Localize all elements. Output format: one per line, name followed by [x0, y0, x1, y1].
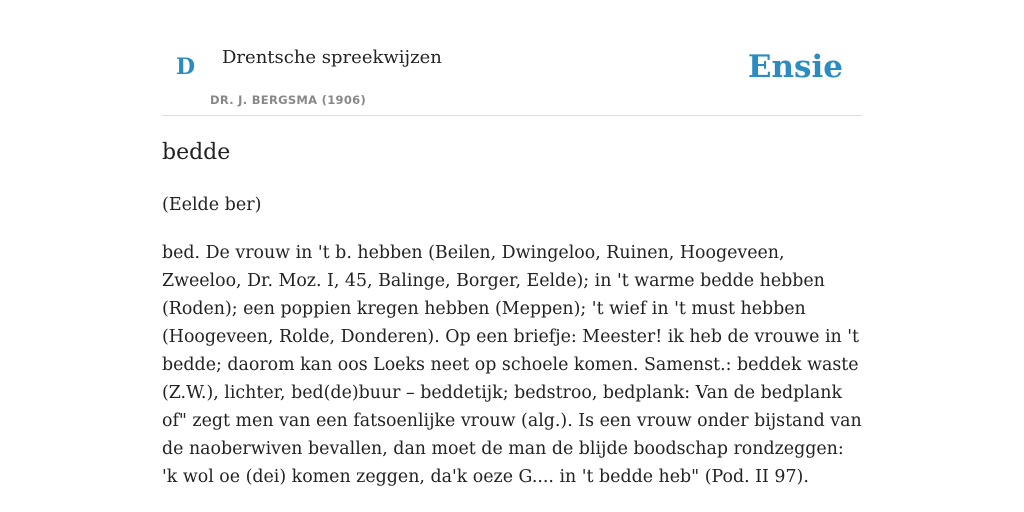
book-title-link[interactable]: Drentsche spreekwijzen [222, 47, 442, 68]
entry-title: bedde [162, 140, 231, 165]
book-author: DR. J. BERGSMA (1906) [210, 93, 367, 107]
entry-variant: (Eelde ber) [162, 195, 262, 215]
book-header [162, 0, 862, 116]
ensie-logo-link[interactable]: Ensie [747, 49, 843, 85]
book-logo-letter[interactable]: D [176, 54, 196, 80]
page [162, 0, 862, 512]
entry-body: bed. De vrouw in 't b. hebben (Beilen, Dwingeloo, Ruinen, Hoogeveen, Zweeloo, Dr. Moz. I, 45, Balinge, Borger, Eelde); in 't warme bedde hebben (Roden); een poppien kregen hebben (Meppen); 't wief in 't must hebben (Hoogeveen, Rolde, Donderen). Op een briefje: Meester! ik heb de vrouwe in 't bedde; daorom kan oos Loeks neet op schoele komen. Samenst.: beddek waste (Z.W.), lichter, bed(de)buur – beddetijk; bedstroo, bedplank: Van de bedplank of" zegt men van een fatsoenlijke vrouw (alg.). Is een vrouw onder bijstand van de naoberwiven bevallen, dan moet de man de blijde boodschap rondzeggen: 'k wol oe (dei) komen zeggen, da'k oeze G.... in 't bedde heb" (Pod. II 97). [162, 243, 862, 487]
